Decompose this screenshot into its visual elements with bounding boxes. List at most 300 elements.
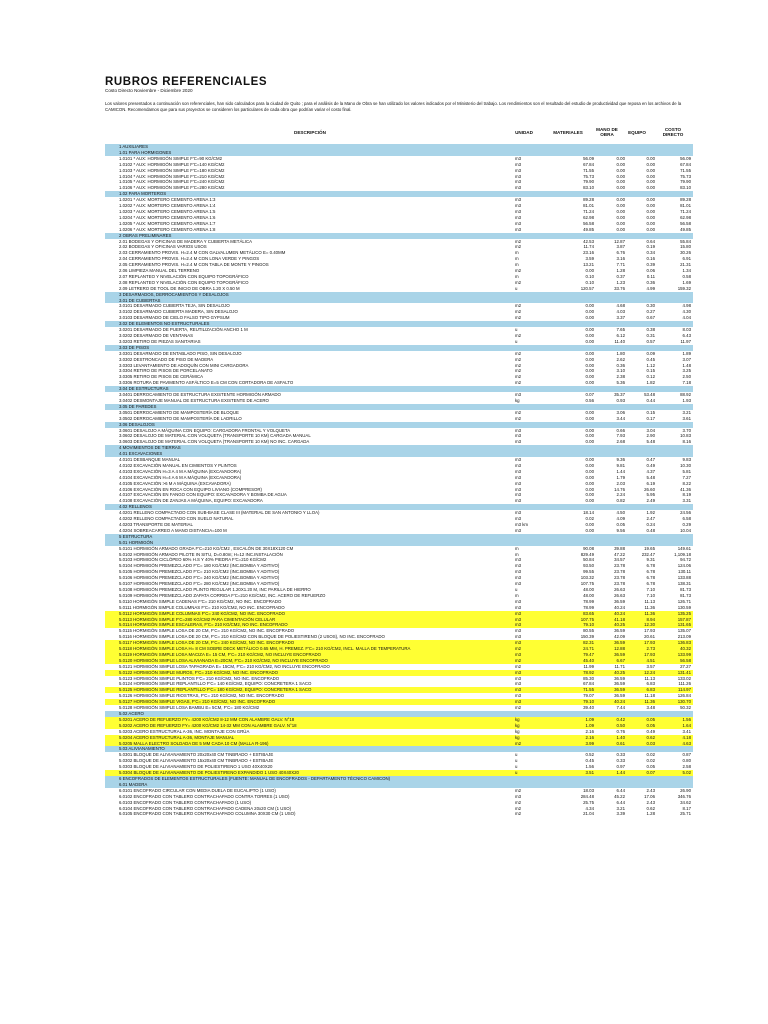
cell-labor: 4.50	[616, 510, 625, 516]
cell-equipment: 17.06	[644, 793, 655, 799]
cell-unit: m3	[515, 492, 522, 498]
cell-unit: u	[515, 758, 518, 764]
cell-labor: 0.66	[616, 427, 625, 433]
cell-description: 2.08 REPLANTEO Y NIVELACIÓN CON EQUIPO TOPOGRÁFICO	[119, 279, 249, 285]
cell-description: 4.0103 EXCAVACIÓN H=3 A 4 M A MÁQUINA (EXCAVADORA)	[119, 468, 242, 474]
cell-description: 6.0104 ENCOFRADO CON TABLERO CONTRACHAPADO CADENA 20x20 CM (1 USO)	[119, 805, 292, 811]
cell-direct-cost: 130.59	[677, 604, 691, 610]
cell-description: 1.0206 * AUX: MORTERO CEMENTO ARENA 1:8	[119, 226, 216, 232]
cell-unit: m3	[515, 622, 522, 628]
cell-materials: 62.98	[583, 214, 594, 220]
cell-description: 5.03 ALIVIANAMIENTO	[119, 746, 165, 752]
cell-labor: 36.59	[614, 598, 625, 604]
cell-unit: kg	[515, 397, 520, 403]
cell-unit: m2	[515, 740, 522, 746]
cell-equipment: 7.10	[646, 586, 655, 592]
cell-equipment: 0.39	[646, 262, 655, 268]
cell-unit: m3	[515, 185, 522, 191]
cell-direct-cost: 49.85	[680, 226, 691, 232]
cell-equipment: 11.36	[644, 604, 655, 610]
cell-direct-cost: 133.99	[677, 651, 691, 657]
cell-unit: m2	[515, 303, 522, 309]
cell-equipment: 12.24	[644, 669, 655, 675]
cell-labor: 0.00	[616, 214, 625, 220]
cell-description: 5.0302 BLOQUE DE ALIVIANAMIENTO 15x20x40 CM TINBRADO + ESTIBAJE	[119, 758, 274, 764]
cell-equipment: 0.47	[646, 457, 655, 463]
cell-unit: m3	[515, 468, 522, 474]
cell-unit: m2	[515, 657, 522, 663]
cell-labor: 36.59	[614, 693, 625, 699]
cell-description: 3.02 DE ELEMENTOS NO ESTRUCTURALES	[119, 321, 210, 327]
cell-description: 3.0601 DESALOJO A MÁQUINA CON EQUIPO: CARGADORA FRONTAL Y VOLQUETA	[119, 427, 291, 433]
cell-materials: 79.47	[583, 651, 594, 657]
cell-labor: 6.44	[616, 787, 625, 793]
cell-description: 6.0102 ENCOFRADO CON TABLERO CONTRACHAPADO CONTRA TORRES (1 USO)	[119, 793, 290, 799]
cell-unit: m3	[515, 498, 522, 504]
cell-equipment: 0.12	[646, 374, 655, 380]
cell-description: 4.02 RELLENOS	[119, 504, 152, 510]
cell-unit: m2	[515, 279, 522, 285]
cell-equipment: 6.78	[646, 563, 655, 569]
cell-direct-cost: 3.31	[682, 498, 691, 504]
cell-description: 3.0102 DESARMADO CUBIERTA MADERA, SIN DESALOJO	[119, 309, 238, 315]
cell-materials: 150.39	[580, 634, 594, 640]
cell-unit: m3	[515, 681, 522, 687]
cell-labor: 36.59	[614, 675, 625, 681]
cell-direct-cost: 75.73	[680, 173, 691, 179]
cell-labor: 0.00	[616, 155, 625, 161]
cell-description: 1.0205 * AUX: MORTERO CEMENTO ARENA 1:7	[119, 220, 216, 226]
cell-direct-cost: 7.18	[682, 380, 691, 386]
cell-labor: 0.33	[616, 758, 625, 764]
cell-labor: 4.09	[616, 516, 625, 522]
cell-unit: m	[515, 545, 519, 551]
cell-unit: m	[515, 262, 519, 268]
cell-equipment: 2.90	[646, 433, 655, 439]
cell-description: 3.0501 DERROCAMIENTO DE MAMPOSTERÍA DE BLOQUE	[119, 409, 239, 415]
cell-labor: 40.25	[614, 669, 625, 675]
cell-equipment: 0.00	[646, 155, 655, 161]
cell-direct-cost: 11.97	[680, 338, 691, 344]
cell-unit: m2	[515, 380, 522, 386]
cell-description: 3.04 DE ESTRUCTURAS	[119, 386, 169, 392]
cell-labor: 47.22	[614, 551, 625, 557]
cell-labor: 0.33	[616, 752, 625, 758]
cell-unit: u	[515, 752, 518, 758]
cell-equipment: 11.36	[644, 610, 655, 616]
cell-description: 5.0105 HORMIGÓN PREMEZCLADO F'C= 210 KG/CM2 (INC.BOMBA Y ADITIVO)	[119, 569, 280, 575]
cell-description: 1.0104 * AUX: HORMIGÓN SIMPLE F'C=210 KG/CM2	[119, 173, 225, 179]
cell-description: 3 DESARMADOS, DERROCAMIENTOS Y DESALOJOS	[119, 291, 229, 297]
cell-description: 5.0115 HORMIGÓN SIMPLE LOSA DE 20 CM, F'C= 210 KG/CM2, NO INC. ENCOFRADO	[119, 628, 295, 634]
cell-equipment: 0.05	[646, 716, 655, 722]
cell-direct-cost: 346.76	[677, 793, 691, 799]
cell-direct-cost: 149.61	[677, 545, 691, 551]
cell-direct-cost: 8.17	[682, 805, 691, 811]
cell-equipment: 0.00	[646, 167, 655, 173]
cell-labor: 33.76	[614, 285, 625, 291]
cell-description: 3.0301 DESARMADO DE ENTABLADO PISO, SIN DESALOJO	[119, 350, 242, 356]
cell-unit: kg	[515, 716, 520, 722]
cell-direct-cost: 111.26	[678, 681, 691, 687]
cell-materials: 0.00	[585, 309, 594, 315]
cell-labor: 23.78	[614, 563, 625, 569]
cell-unit: m2	[515, 268, 522, 274]
cell-unit: kg	[515, 722, 520, 728]
col-description: DESCRIPCIÓN	[294, 130, 326, 135]
cell-direct-cost: 7.27	[682, 474, 691, 480]
cell-unit: m3	[515, 214, 522, 220]
cell-direct-cost: 81.01	[680, 203, 691, 209]
cell-labor: 1.80	[616, 350, 625, 356]
cell-materials: 71.24	[583, 208, 594, 214]
cell-unit: m2	[515, 333, 522, 338]
cell-labor: 35.37	[614, 392, 625, 398]
cell-description: 2.02 BODEGAS Y OFICINAS VARIOS USOS	[119, 244, 207, 250]
cell-unit: m2	[515, 663, 522, 669]
cell-description: 5.0303 BLOQUE DE ALIVIANAMIENTO DE POLIESTIRENO 1 USO 40X40X20	[119, 764, 273, 770]
cell-materials: 0.00	[585, 368, 594, 374]
cell-materials: 48.00	[583, 592, 594, 598]
cell-materials: 0.00	[585, 350, 594, 356]
cell-description: 3.0402 DESMONTAJE MANUAL DE ESTRUCTURA EXISTENTE DE ACERO	[119, 397, 269, 403]
cell-labor: 2.62	[616, 356, 625, 362]
cell-direct-cost: 15.80	[680, 244, 691, 250]
cell-equipment: 0.34	[646, 250, 655, 256]
col-equipment: EQUIPO	[628, 130, 646, 135]
cell-unit: m	[515, 592, 519, 598]
cell-materials: 78.99	[583, 604, 594, 610]
cell-direct-cost: 88.92	[680, 392, 691, 398]
cell-description: 3.0302 DESTRONCADO DE PISO DE MADERA	[119, 356, 214, 362]
cell-description: 1.0101 * AUX: HORMIGÓN SIMPLE F'C=90 KG/CM2	[119, 155, 223, 161]
cell-materials: 0.00	[585, 362, 594, 368]
cell-unit: u	[515, 285, 518, 291]
cell-direct-cost: 1.89	[682, 350, 691, 356]
cell-materials: 99.55	[583, 569, 594, 575]
cell-unit: m3	[515, 462, 522, 468]
cell-unit: m3	[515, 598, 522, 604]
cell-labor: 7.44	[616, 705, 625, 711]
cell-description: 1.02 PARA MORTEROS	[119, 191, 167, 197]
cell-materials: 21.04	[583, 811, 594, 817]
cell-unit: m2	[515, 356, 522, 362]
cell-unit: m3	[515, 687, 522, 693]
cell-materials: 83.10	[583, 185, 594, 191]
cell-unit: m2	[515, 799, 522, 805]
cell-unit: kg	[515, 728, 520, 734]
cell-materials: 67.84	[583, 161, 594, 167]
cell-direct-cost: 34.62	[680, 799, 691, 805]
cell-materials: 0.00	[585, 433, 594, 439]
col-labor: MANO DE OBRA	[596, 127, 618, 137]
cell-materials: 79.07	[583, 693, 594, 699]
cell-direct-cost: 56.58	[680, 220, 691, 226]
cell-description: 5.0104 HORMIGÓN PREMEZCLADO F'C= 180 KG/CM2 (INC.BOMBA Y ADITIVO)	[119, 563, 280, 569]
cell-direct-cost: 3.21	[682, 409, 691, 415]
cell-description: 3.06 DESALOJOS	[119, 421, 155, 427]
cell-equipment: 1.92	[646, 510, 655, 516]
cell-labor: 26.63	[614, 592, 625, 598]
cell-equipment: 1.12	[646, 362, 655, 368]
cell-unit: m2	[515, 811, 522, 817]
cell-labor: 11.40	[614, 338, 625, 344]
cell-direct-cost: 25.71	[680, 811, 691, 817]
cell-labor: 0.97	[616, 764, 625, 770]
cell-labor: 36.59	[614, 640, 625, 646]
cell-description: 6.0101 ENCOFRADO CIRCULAR CON MEDIA DUELA DE EUCALIPTO (1 USO)	[119, 787, 276, 793]
cell-materials: 0.00	[585, 492, 594, 498]
cell-materials: 67.84	[583, 681, 594, 687]
cell-materials: 0.00	[585, 522, 594, 527]
cell-direct-cost: 10.83	[680, 433, 691, 439]
cell-materials: 50.84	[583, 557, 594, 563]
cell-materials: 79.10	[583, 622, 594, 628]
cell-unit: u	[515, 764, 518, 770]
cell-labor: 0.76	[616, 728, 625, 734]
cell-direct-cost: 26.90	[680, 787, 691, 793]
cell-description: 6 ENCOFRADOS DE ELEMENTOS ESTRUCTURALES (FUENTE: MANUAL DE ENCOFRADOS - DEPARTAMENTO TÉCNICO CAMICON)	[119, 775, 391, 781]
cell-unit: u	[515, 770, 518, 776]
cell-description: 3.0602 DESALOJO DE MATERIAL CON VOLQUETA (TRANSPORTE 10 KM) CARGADA MANUAL	[119, 433, 311, 439]
cell-equipment: 6.19	[646, 480, 655, 486]
cell-direct-cost: 10.30	[680, 462, 691, 468]
cell-labor: 7.65	[616, 327, 625, 333]
cell-equipment: 2.43	[646, 799, 655, 805]
cell-equipment: 2.73	[646, 646, 655, 652]
cell-materials: 107.75	[580, 581, 594, 587]
cell-direct-cost: 114.97	[678, 687, 691, 693]
cell-materials: 284.48	[580, 793, 594, 799]
cell-equipment: 0.62	[646, 805, 655, 811]
cell-materials: 0.00	[585, 468, 594, 474]
cell-unit: m3	[515, 610, 522, 616]
cell-unit: m3	[515, 510, 522, 516]
cell-equipment: 11.18	[644, 693, 655, 699]
cell-equipment: 11.13	[644, 675, 655, 681]
cell-direct-cost: 81.73	[680, 586, 691, 592]
cell-direct-cost: 56.58	[680, 657, 691, 663]
cell-labor: 6.44	[616, 799, 625, 805]
cell-equipment: 232.47	[641, 551, 655, 557]
cell-description: 5.0126 HORMIGÓN SIMPLE RIOSTRAS, F'C= 210 KG/CM2, NO INC. ENCOFRADO	[119, 693, 285, 699]
cell-direct-cost: 135.07	[677, 628, 691, 634]
cell-direct-cost: 24.56	[680, 510, 691, 516]
cell-materials: 89.28	[583, 197, 594, 203]
cell-equipment: 17.93	[644, 651, 655, 657]
cell-labor: 0.42	[616, 716, 625, 722]
cell-equipment: 3.48	[646, 705, 655, 711]
cell-labor: 40.24	[614, 699, 625, 705]
cell-equipment: 7.10	[646, 592, 655, 598]
cell-equipment: 0.11	[646, 273, 655, 279]
cell-materials: 83.65	[583, 610, 594, 616]
cell-materials: 1.09	[585, 722, 594, 728]
cell-direct-cost: 21.31	[680, 262, 691, 268]
cell-direct-cost: 4.98	[682, 303, 691, 309]
cell-labor: 41.18	[614, 616, 625, 622]
cell-materials: 1.09	[585, 716, 594, 722]
cell-unit: m3	[515, 155, 522, 161]
cell-labor: 1.79	[616, 474, 625, 480]
cell-materials: 0.00	[585, 457, 594, 463]
cell-direct-cost: 126.84	[677, 693, 691, 699]
cell-unit: m3	[515, 575, 522, 581]
cell-labor: 2.03	[616, 480, 625, 486]
cell-equipment: 5.95	[646, 492, 655, 498]
cell-labor: 40.25	[614, 622, 625, 628]
cell-description: 3.0103 DESARMADO DE CIELO FALSO TIPO GYPSUM	[119, 315, 230, 321]
cell-unit: m3	[515, 197, 522, 203]
cell-unit: u	[515, 338, 518, 344]
cell-materials: 24.71	[583, 646, 594, 652]
cell-unit: m	[515, 551, 519, 557]
cell-unit: m3	[515, 669, 522, 675]
cell-description: 5.01 HORMIGÓN	[119, 539, 154, 545]
cell-labor: 40.24	[614, 610, 625, 616]
cell-materials: 0.56	[585, 397, 594, 403]
cell-labor: 7.93	[616, 433, 625, 439]
cell-labor: 9.36	[616, 457, 625, 463]
cell-description: 1.0202 * AUX: MORTERO CEMENTO ARENA 1:4	[119, 203, 216, 209]
cell-labor: 3.37	[616, 315, 625, 321]
cell-materials: 71.55	[583, 167, 594, 173]
cell-labor: 0.82	[616, 498, 625, 504]
cell-equipment: 9.31	[646, 557, 655, 563]
cell-description: 5.0119 HORMIGÓN SIMPLE LOSA MACIZA E= 15 CM, F'C= 210 KG/CM2, NO INCLUYE ENCOFRADO	[119, 651, 322, 657]
cell-materials: 3.59	[585, 256, 594, 262]
cell-equipment: 20.61	[644, 634, 655, 640]
cell-labor: 2.38	[616, 374, 625, 380]
cell-labor: 0.00	[616, 203, 625, 209]
cell-description: 5.0117 HORMIGÓN SIMPLE LOSA DE 20 CM, F'C= 240 KG/CM2, NO INC. ENCOFRADO	[119, 640, 295, 646]
cell-direct-cost: 9.83	[682, 457, 691, 463]
cell-labor: 14.76	[614, 486, 625, 492]
cell-direct-cost: 1.56	[682, 716, 691, 722]
cell-description: 6.0103 ENCOFRADO CON TABLERO CONTRACHAPADO (1 USO)	[119, 799, 252, 805]
cell-materials: 0.00	[585, 427, 594, 433]
cell-description: 6.01 MADERA	[119, 781, 148, 787]
cell-direct-cost: 136.83	[677, 640, 691, 646]
cell-direct-cost: 55.84	[680, 238, 691, 244]
cell-description: 5.0125 HORMIGÓN SIMPLE REPLANTILLO F'C= 180 KG/CM2, EQUIPO: CONCRETERA 1 SACO	[119, 687, 312, 693]
cell-equipment: 0.15	[646, 409, 655, 415]
cell-labor: 3.44	[616, 415, 625, 421]
cell-unit: m3	[515, 486, 522, 492]
cell-equipment: 0.48	[646, 527, 655, 533]
cell-unit: m2	[515, 787, 522, 793]
cell-materials: 103.32	[580, 575, 594, 581]
cell-materials: 0.00	[585, 268, 594, 274]
cell-description: 5.0122 HORMIGÓN SIMPLE MUROS, F'C= 210 KG/CM2, NO INC. ENCOFRADO	[119, 669, 279, 675]
cell-description: 1.0102 * AUX: HORMIGÓN SIMPLE F'C=140 KG/CM2	[119, 161, 225, 167]
cell-unit: m3	[515, 433, 522, 439]
cell-unit: m3	[515, 793, 522, 799]
table-row	[105, 811, 693, 817]
cell-labor: 0.00	[616, 167, 625, 173]
cell-description: 5.0204 ACERO ESTRUCTURAL A-36, MONTAJE MANUAL	[119, 734, 235, 740]
cell-materials: 0.00	[585, 374, 594, 380]
cell-materials: 4.34	[585, 805, 594, 811]
document-title: RUBROS REFERENCIALES	[105, 76, 268, 88]
cell-equipment: 12.30	[644, 622, 655, 628]
cell-labor: 23.78	[614, 581, 625, 587]
cell-description: 4.0203 TRANSPORTE DE MATERIAL	[119, 522, 193, 527]
cell-labor: 3.21	[616, 805, 625, 811]
cell-materials: 78.99	[583, 598, 594, 604]
cell-direct-cost: 3.07	[682, 356, 691, 362]
cell-unit: m2	[515, 415, 522, 421]
cell-labor: 0.61	[616, 740, 625, 746]
cell-labor: 3.10	[616, 368, 625, 374]
cell-unit: m3	[515, 557, 522, 563]
cell-equipment: 0.00	[646, 197, 655, 203]
cell-unit: kg	[515, 734, 520, 740]
cell-materials: 0.07	[585, 392, 594, 398]
cell-labor: 12.87	[614, 238, 625, 244]
cell-materials: 79.90	[583, 179, 594, 185]
cell-unit: m3	[515, 392, 522, 398]
cell-labor: 3.16	[616, 256, 625, 262]
cell-materials: 829.49	[580, 551, 594, 557]
cell-unit: m3	[515, 569, 522, 575]
cell-equipment: 11.36	[644, 699, 655, 705]
cell-materials: 0.00	[585, 315, 594, 321]
cell-description: 5.0128 HORMIGÓN SIMPLE LOSA BAMBU E= 5CM, F'C= 180 KG/CM2	[119, 705, 260, 711]
cell-description: 1.0105 * AUX: HORMIGÓN SIMPLE F'C=240 KG/CM2	[119, 179, 225, 185]
cell-labor: 0.93	[616, 397, 625, 403]
cell-labor: 6.67	[616, 657, 625, 663]
cell-labor: 0.00	[616, 226, 625, 232]
cell-equipment: 0.38	[646, 327, 655, 333]
cell-materials: 45.40	[583, 657, 594, 663]
cell-unit: m3	[515, 634, 522, 640]
table-header	[105, 125, 693, 143]
cell-description: 5.0101 HORMIGÓN ARMADO GRADA F'C=210 KG/CM2 , ESCALÓN DE 30X18X120 CM	[119, 545, 294, 551]
cell-direct-cost: 135.25	[677, 610, 691, 616]
cell-equipment: 6.78	[646, 575, 655, 581]
cell-direct-cost: 71.24	[680, 208, 691, 214]
cell-equipment: 0.15	[646, 368, 655, 374]
cell-direct-cost: 213.09	[677, 634, 691, 640]
cell-description: 2.09 LETRERO DE TOOL DE INICIO DE OBRA 1.20 X 0.50 M	[119, 285, 240, 291]
cell-description: 3.0306 ROTURA DE PAVIMENTO ASFÁLTICO E=5 CM CON CORTADORA DE ASFALTO	[119, 380, 294, 386]
cell-equipment: 0.49	[646, 728, 655, 734]
cell-materials: 39.40	[583, 705, 594, 711]
cell-direct-cost: 6.91	[682, 256, 691, 262]
cell-description: 2.07 REPLANTEO Y NIVELACIÓN CON EQUIPO TOPOGRÁFICO	[119, 273, 249, 279]
cell-unit: m2	[515, 315, 522, 321]
cell-labor: 7.71	[616, 262, 625, 268]
cell-labor: 0.37	[616, 273, 625, 279]
cell-unit: m3	[515, 427, 522, 433]
cell-description: 3.0304 RETIRO DE PISOS DE PORCELANATO	[119, 368, 213, 374]
cell-labor: 0.05	[616, 522, 625, 527]
cell-materials: 2.16	[585, 728, 594, 734]
cell-labor: 36.59	[614, 687, 625, 693]
cell-equipment: 4.99	[646, 285, 655, 291]
cell-unit: m3	[515, 179, 522, 185]
cell-description: 5.02 ACERO	[119, 711, 144, 716]
cell-unit: m3	[515, 616, 522, 622]
cell-equipment: 0.02	[646, 758, 655, 764]
cell-materials: 0.00	[585, 380, 594, 386]
cell-labor: 9.56	[616, 527, 625, 533]
cell-unit: m3	[515, 628, 522, 634]
cell-equipment: 3.57	[646, 663, 655, 669]
document-subtitle: Costo Directo Noviembre - Diciembre 2020	[105, 88, 193, 93]
cell-description: 3.0202 DESARMADO DE VENTANAS	[119, 333, 194, 338]
